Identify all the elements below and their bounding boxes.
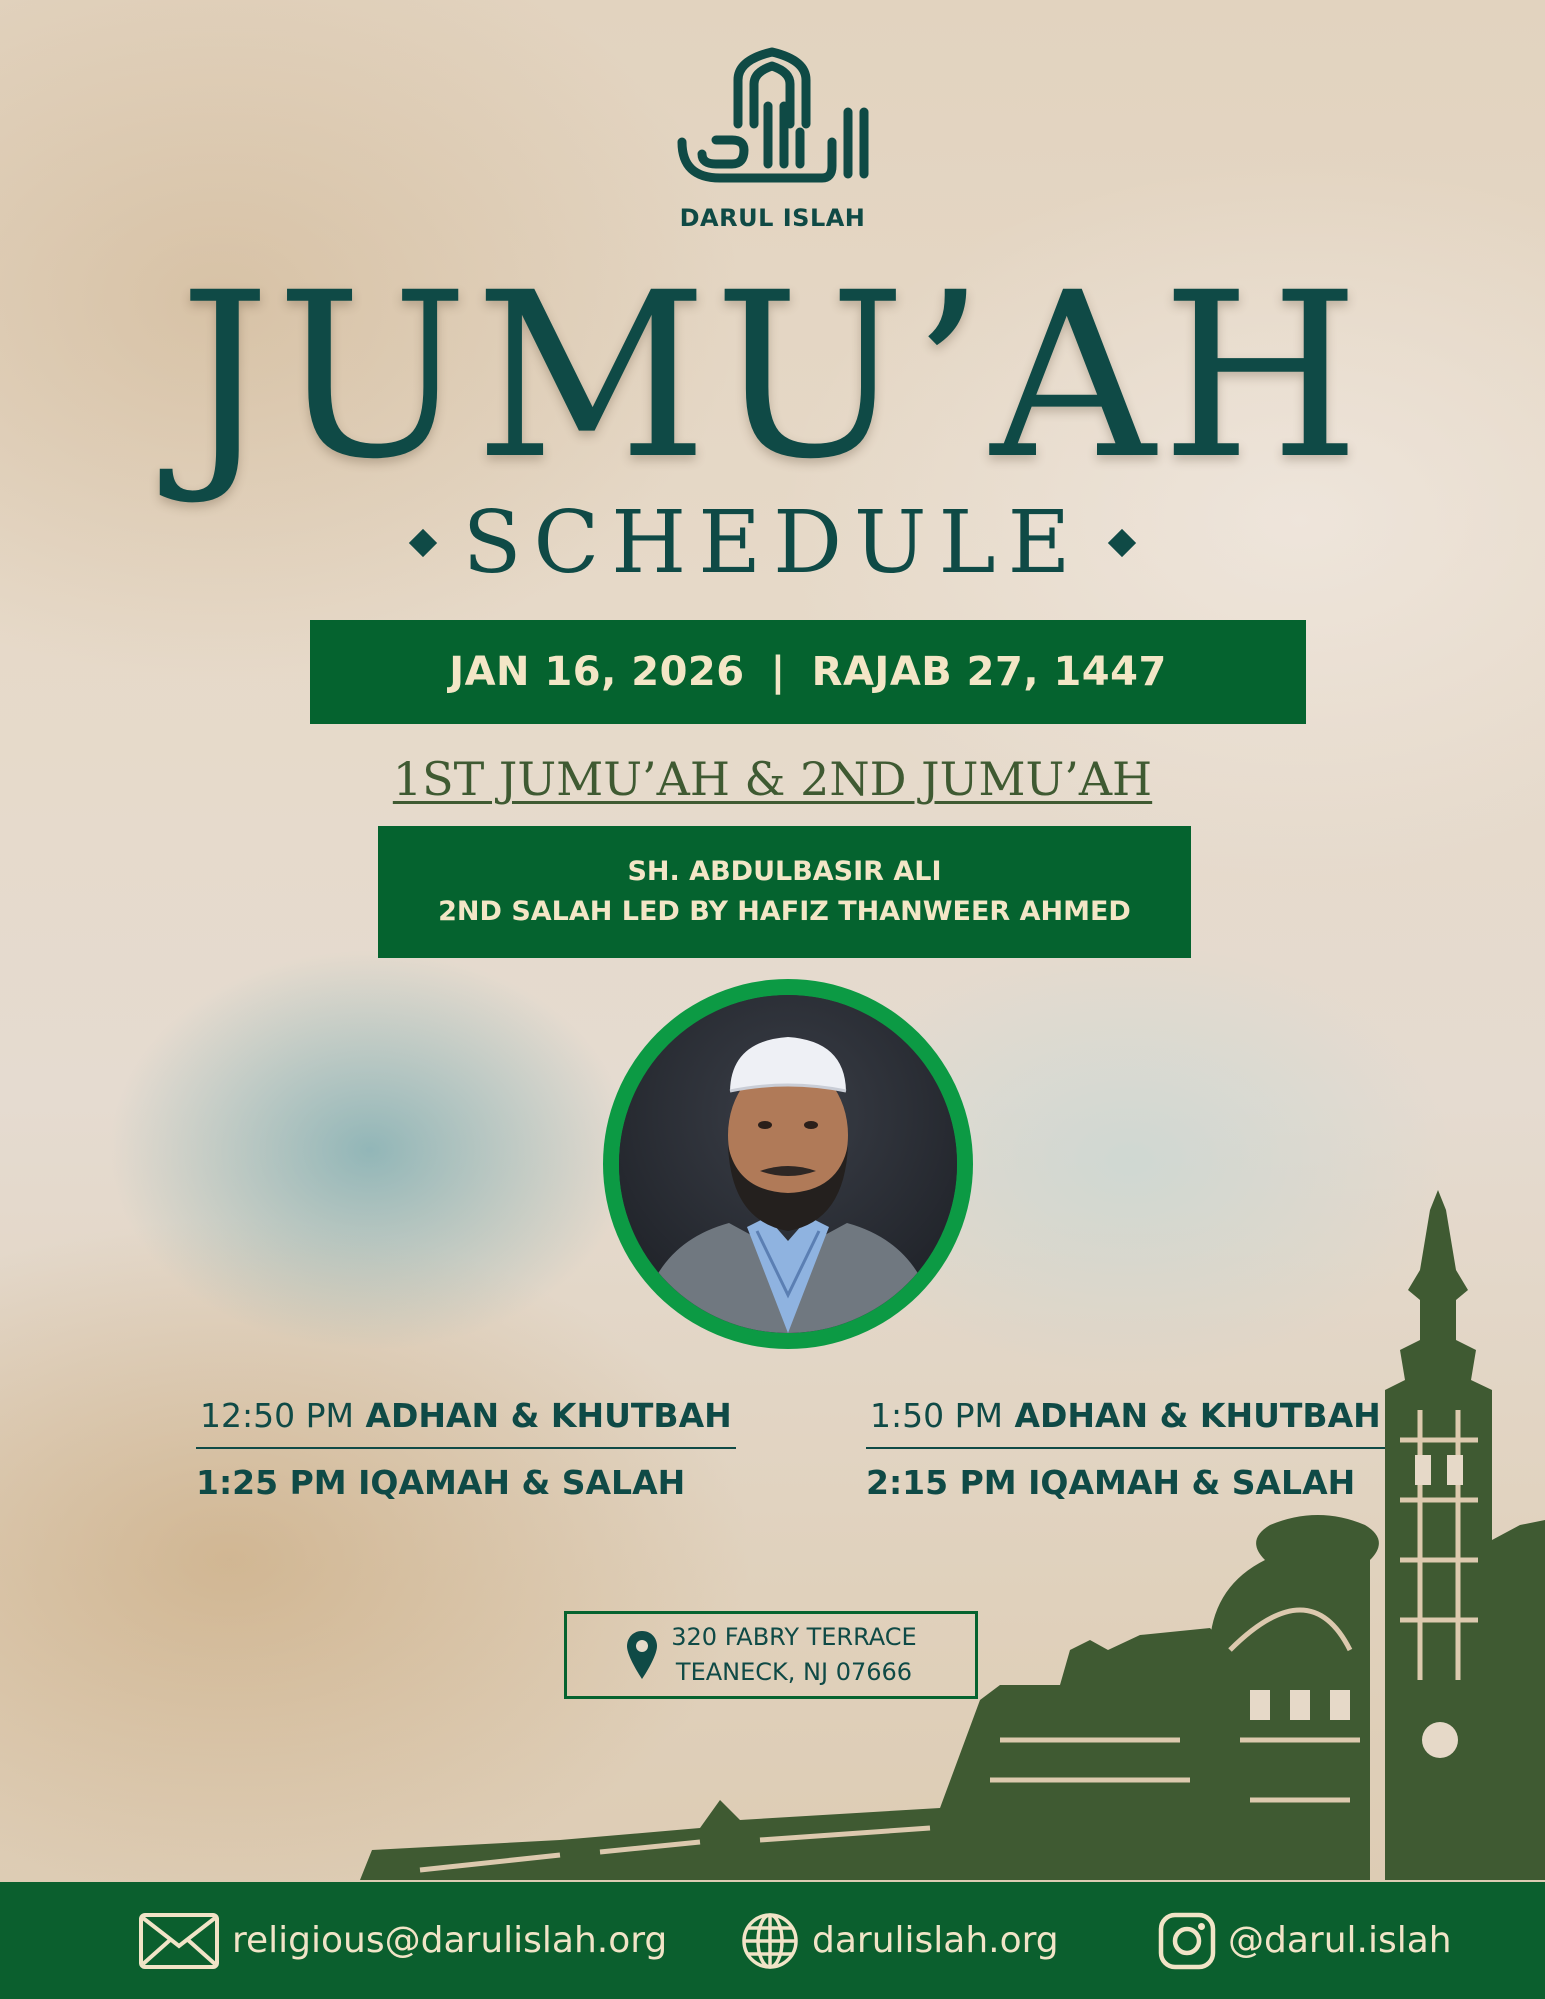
- second-adhan-label: ADHAN & KHUTBAH: [1014, 1396, 1381, 1435]
- social-handle-text[interactable]: @darul.islah: [1228, 1920, 1452, 1961]
- page-title: JUMU’AH: [178, 243, 1367, 509]
- globe-icon: [740, 1911, 800, 1971]
- subtitle-row: [0, 493, 1545, 593]
- gregorian-date: JAN 16, 2026: [449, 649, 745, 695]
- date-separator: |: [770, 649, 786, 695]
- second-adhan-time: 1:50 PM: [870, 1396, 1003, 1435]
- first-adhan-time: 12:50 PM: [200, 1396, 354, 1435]
- footer-social[interactable]: [1158, 1882, 1452, 1999]
- first-adhan-label: ADHAN & KHUTBAH: [365, 1396, 732, 1435]
- first-iqamah-label: IQAMAH & SALAH: [358, 1463, 686, 1502]
- first-iqamah-time: 1:25 PM: [196, 1463, 347, 1502]
- email-text[interactable]: religious@darulislah.org: [232, 1920, 668, 1961]
- hijri-date: RAJAB 27, 1447: [811, 649, 1167, 695]
- address-line-2: TEANECK, NJ 07666: [675, 1658, 913, 1686]
- speaker-box: [378, 826, 1191, 958]
- footer-email[interactable]: [138, 1882, 667, 1999]
- address-text: [671, 1620, 916, 1690]
- jumuah-heading: [0, 752, 1545, 806]
- second-iqamah-time: 2:15 PM: [866, 1463, 1017, 1502]
- subtitle: SCHEDULE: [462, 493, 1083, 593]
- footer-website[interactable]: [740, 1882, 1059, 1999]
- date-banner: [310, 620, 1306, 724]
- speaker-name: SH. ABDULBASIR ALI: [627, 855, 942, 887]
- logo-name: DARUL ISLAH: [679, 204, 866, 232]
- footer-bar: [0, 1882, 1545, 1999]
- website-text[interactable]: darulislah.org: [812, 1920, 1059, 1961]
- diamond-left-icon: [408, 529, 436, 557]
- darul-islah-logo: [672, 46, 872, 186]
- mosque-skyline-illustration: [0, 1180, 1545, 1880]
- mail-icon: [138, 1912, 220, 1970]
- instagram-icon: [1158, 1912, 1216, 1970]
- address-line-1: 320 FABRY TERRACE: [671, 1623, 917, 1652]
- diamond-right-icon: [1108, 529, 1136, 557]
- address-box: [564, 1611, 978, 1699]
- speaker-note: 2ND SALAH LED BY HAFIZ THANWEER AHMED: [438, 896, 1131, 927]
- map-pin-icon: [625, 1629, 659, 1681]
- jumuah-heading-text: 1ST JUMU’AH & 2ND JUMU’AH: [392, 752, 1153, 806]
- second-iqamah-label: IQAMAH & SALAH: [1028, 1463, 1356, 1502]
